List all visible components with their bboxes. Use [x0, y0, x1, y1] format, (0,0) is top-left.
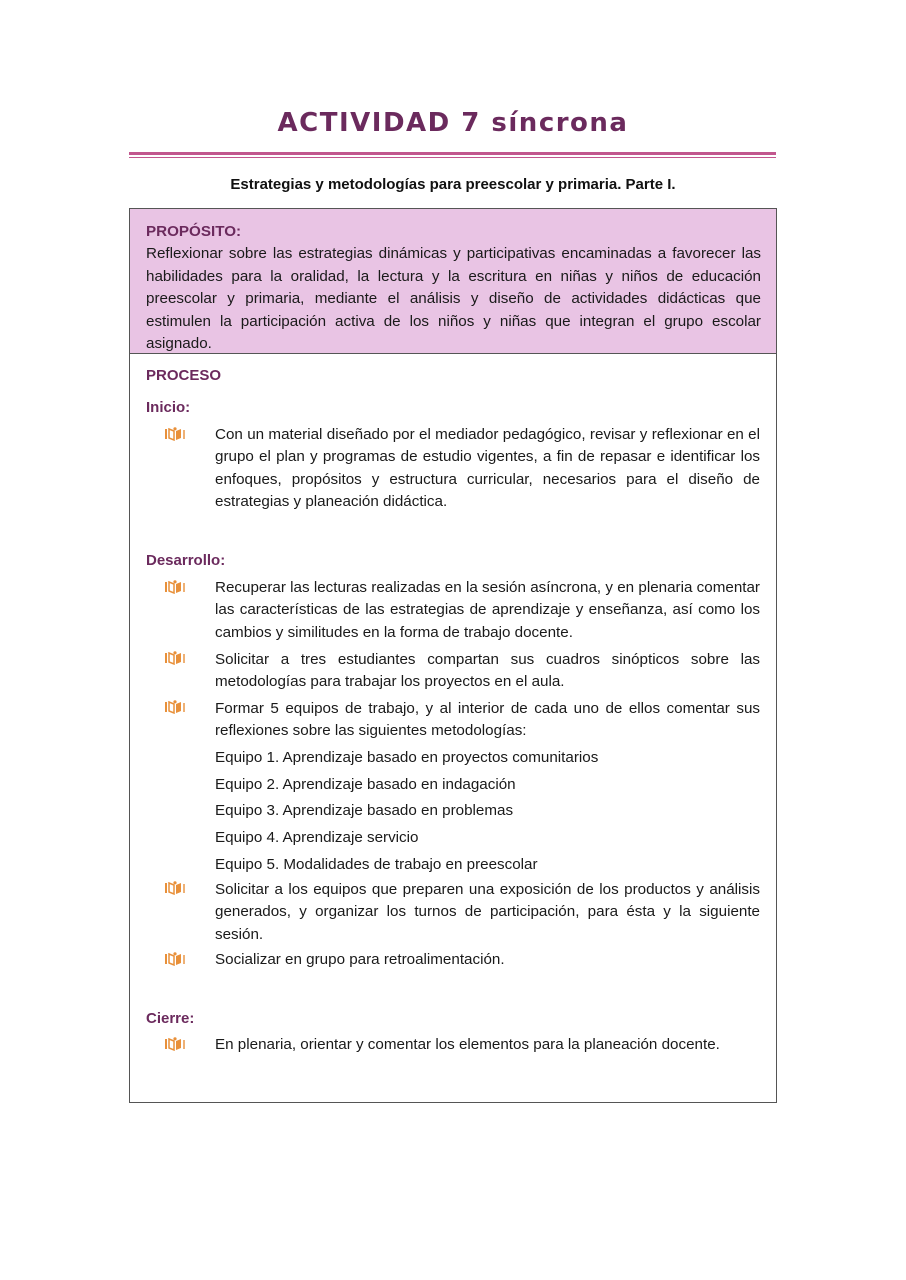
book-reader-icon [164, 881, 186, 895]
purpose-text: Reflexionar sobre las estrategias dinámicas y participativas encaminadas a favorecer las habilidades para la oralidad, la lectura y la escritura en niñas y niños de educación preescolar y primaria, mediante el análisis y diseño de actividades didácticas que estimulen la participación activa de los niños y niñas que integran el grupo escolar asignado. [146, 245, 761, 353]
inicio-heading: Inicio: [146, 399, 191, 416]
desarrollo-item-5: Socializar en grupo para retroalimentación. [215, 951, 505, 968]
book-reader-icon [164, 1037, 186, 1051]
team-4: Equipo 4. Aprendizaje servicio [215, 829, 419, 846]
desarrollo-item-3: Formar 5 equipos de trabajo, y al interior de cada uno de ellos comentar sus reflexiones sobre las siguientes metodologías: [215, 700, 760, 740]
activity-subtitle: Estrategias y metodologías para preescolar y primaria. Parte I. [230, 176, 676, 193]
desarrollo-heading: Desarrollo: [146, 552, 226, 569]
team-2: Equipo 2. Aprendizaje basado en indagación [215, 776, 516, 793]
team-5: Equipo 5. Modalidades de trabajo en preescolar [215, 856, 538, 873]
book-reader-icon [164, 700, 186, 714]
title-divider [129, 152, 776, 155]
inicio-item-1: Con un material diseñado por el mediador pedagógico, revisar y reflexionar en el grupo el plan y programas de estudio vigentes, a fin de repasar e identificar los enfoques, propósitos y estructura curricular, necesarios para el diseño de estrategias y planeación didáctica. [215, 426, 760, 511]
team-3: Equipo 3. Aprendizaje basado en problemas [215, 802, 514, 819]
desarrollo-item-2: Solicitar a tres estudiantes compartan sus cuadros sinópticos sobre las metodologías para trabajar los proyectos en el aula. [215, 651, 760, 691]
cierre-heading: Cierre: [146, 1010, 195, 1027]
title-divider-thin [129, 157, 776, 158]
book-reader-icon [164, 427, 186, 441]
page-title: ACTIVIDAD 7 síncrona [277, 108, 629, 138]
book-reader-icon [164, 952, 186, 966]
desarrollo-item-1: Recuperar las lecturas realizadas en la sesión asíncrona, y en plenaria comentar las características de las estrategias de aprendizaje y enseñanza, así como los cambios y similitudes en la forma de trabajo docente. [215, 579, 760, 641]
cierre-item-1: En plenaria, orientar y comentar los elementos para la planeación docente. [215, 1036, 720, 1053]
book-reader-icon [164, 580, 186, 594]
desarrollo-item-4: Solicitar a los equipos que preparen una exposición de los productos y análisis generados, y organizar los turnos de participación, para ésta y la siguiente sesión. [215, 881, 760, 943]
team-1: Equipo 1. Aprendizaje basado en proyectos comunitarios [215, 749, 599, 766]
purpose-section [130, 209, 776, 354]
activity-table [129, 208, 777, 1103]
purpose-label: PROPÓSITO: [146, 223, 242, 240]
book-reader-icon [164, 651, 186, 665]
process-heading: PROCESO [146, 367, 222, 384]
